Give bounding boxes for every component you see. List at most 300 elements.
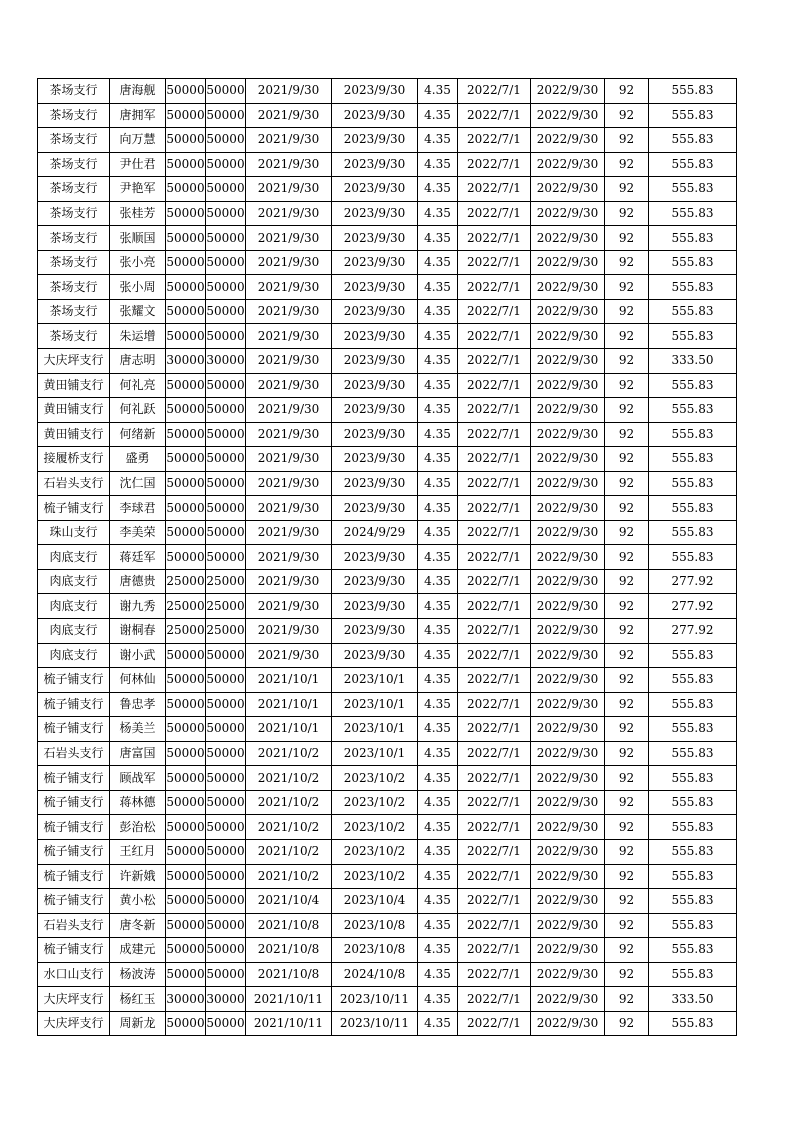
maturity-date-cell: 2023/10/8 [332, 913, 418, 938]
loan-amount-cell: 50000 [166, 324, 206, 349]
loan-amount-cell: 25000 [166, 569, 206, 594]
balance-cell: 50000 [206, 520, 246, 545]
maturity-date-cell: 2023/10/2 [332, 790, 418, 815]
interest-cell: 555.83 [649, 545, 737, 570]
branch-cell: 接履桥支行 [38, 447, 110, 472]
borrower-name-cell: 张小周 [110, 275, 166, 300]
period-start-cell: 2022/7/1 [458, 373, 531, 398]
loan-amount-cell: 50000 [166, 496, 206, 521]
rate-cell: 4.35 [418, 103, 458, 128]
maturity-date-cell: 2023/9/30 [332, 422, 418, 447]
start-date-cell: 2021/10/2 [246, 790, 332, 815]
maturity-date-cell: 2023/10/2 [332, 864, 418, 889]
balance-cell: 30000 [206, 987, 246, 1012]
period-start-cell: 2022/7/1 [458, 349, 531, 374]
loan-amount-cell: 25000 [166, 594, 206, 619]
period-start-cell: 2022/7/1 [458, 790, 531, 815]
loan-amount-cell: 50000 [166, 275, 206, 300]
period-end-cell: 2022/9/30 [531, 299, 605, 324]
interest-cell: 555.83 [649, 79, 737, 104]
interest-cell: 555.83 [649, 741, 737, 766]
borrower-name-cell: 唐志明 [110, 349, 166, 374]
days-cell: 92 [605, 1011, 649, 1036]
balance-cell: 50000 [206, 422, 246, 447]
maturity-date-cell: 2023/9/30 [332, 373, 418, 398]
start-date-cell: 2021/9/30 [246, 128, 332, 153]
maturity-date-cell: 2023/9/30 [332, 619, 418, 644]
rate-cell: 4.35 [418, 1011, 458, 1036]
interest-cell: 555.83 [649, 275, 737, 300]
start-date-cell: 2021/9/30 [246, 152, 332, 177]
start-date-cell: 2021/9/30 [246, 349, 332, 374]
loan-amount-cell: 50000 [166, 962, 206, 987]
start-date-cell: 2021/9/30 [246, 496, 332, 521]
rate-cell: 4.35 [418, 545, 458, 570]
branch-cell: 黄田铺支行 [38, 373, 110, 398]
borrower-name-cell: 周新龙 [110, 1011, 166, 1036]
table-row [38, 766, 737, 791]
interest-cell: 555.83 [649, 790, 737, 815]
branch-cell: 茶场支行 [38, 250, 110, 275]
period-end-cell: 2022/9/30 [531, 987, 605, 1012]
rate-cell: 4.35 [418, 864, 458, 889]
balance-cell: 50000 [206, 668, 246, 693]
balance-cell: 50000 [206, 324, 246, 349]
period-start-cell: 2022/7/1 [458, 79, 531, 104]
table-row [38, 250, 737, 275]
borrower-name-cell: 杨波涛 [110, 962, 166, 987]
loan-amount-cell: 50000 [166, 250, 206, 275]
table-row [38, 668, 737, 693]
balance-cell: 50000 [206, 177, 246, 202]
loan-amount-cell: 50000 [166, 226, 206, 251]
period-end-cell: 2022/9/30 [531, 152, 605, 177]
maturity-date-cell: 2023/9/30 [332, 496, 418, 521]
period-end-cell: 2022/9/30 [531, 545, 605, 570]
table-row [38, 349, 737, 374]
table-row [38, 643, 737, 668]
loan-amount-cell: 50000 [166, 471, 206, 496]
period-start-cell: 2022/7/1 [458, 275, 531, 300]
borrower-name-cell: 王红月 [110, 839, 166, 864]
days-cell: 92 [605, 422, 649, 447]
balance-cell: 50000 [206, 299, 246, 324]
rate-cell: 4.35 [418, 889, 458, 914]
period-end-cell: 2022/9/30 [531, 324, 605, 349]
period-start-cell: 2022/7/1 [458, 741, 531, 766]
days-cell: 92 [605, 79, 649, 104]
table-row [38, 790, 737, 815]
days-cell: 92 [605, 373, 649, 398]
interest-cell: 555.83 [649, 152, 737, 177]
branch-cell: 大庆坪支行 [38, 1011, 110, 1036]
branch-cell: 石岩头支行 [38, 741, 110, 766]
balance-cell: 50000 [206, 152, 246, 177]
balance-cell: 50000 [206, 643, 246, 668]
rate-cell: 4.35 [418, 398, 458, 423]
table-row [38, 619, 737, 644]
borrower-name-cell: 李美荣 [110, 520, 166, 545]
loan-amount-cell: 50000 [166, 938, 206, 963]
rate-cell: 4.35 [418, 349, 458, 374]
branch-cell: 石岩头支行 [38, 471, 110, 496]
table-row [38, 569, 737, 594]
period-end-cell: 2022/9/30 [531, 643, 605, 668]
branch-cell: 梳子铺支行 [38, 864, 110, 889]
table-row [38, 717, 737, 742]
rate-cell: 4.35 [418, 692, 458, 717]
interest-cell: 555.83 [649, 766, 737, 791]
interest-cell: 555.83 [649, 373, 737, 398]
borrower-name-cell: 尹仕君 [110, 152, 166, 177]
days-cell: 92 [605, 128, 649, 153]
balance-cell: 30000 [206, 349, 246, 374]
balance-cell: 25000 [206, 594, 246, 619]
table-row [38, 103, 737, 128]
table-row [38, 741, 737, 766]
table-row [38, 324, 737, 349]
period-start-cell: 2022/7/1 [458, 103, 531, 128]
balance-cell: 50000 [206, 275, 246, 300]
period-start-cell: 2022/7/1 [458, 152, 531, 177]
period-end-cell: 2022/9/30 [531, 913, 605, 938]
borrower-name-cell: 谢九秀 [110, 594, 166, 619]
days-cell: 92 [605, 692, 649, 717]
loan-amount-cell: 50000 [166, 839, 206, 864]
borrower-name-cell: 顾战军 [110, 766, 166, 791]
period-start-cell: 2022/7/1 [458, 766, 531, 791]
table-row [38, 177, 737, 202]
start-date-cell: 2021/9/30 [246, 103, 332, 128]
table-row [38, 1011, 737, 1036]
table-row [38, 864, 737, 889]
period-start-cell: 2022/7/1 [458, 987, 531, 1012]
days-cell: 92 [605, 594, 649, 619]
period-end-cell: 2022/9/30 [531, 275, 605, 300]
rate-cell: 4.35 [418, 569, 458, 594]
loan-amount-cell: 50000 [166, 422, 206, 447]
borrower-name-cell: 何礼亮 [110, 373, 166, 398]
start-date-cell: 2021/9/30 [246, 619, 332, 644]
start-date-cell: 2021/9/30 [246, 520, 332, 545]
branch-cell: 梳子铺支行 [38, 692, 110, 717]
borrower-name-cell: 唐冬新 [110, 913, 166, 938]
table-row [38, 594, 737, 619]
borrower-name-cell: 许新娥 [110, 864, 166, 889]
balance-cell: 50000 [206, 398, 246, 423]
borrower-name-cell: 朱运增 [110, 324, 166, 349]
interest-cell: 555.83 [649, 1011, 737, 1036]
maturity-date-cell: 2023/9/30 [332, 349, 418, 374]
start-date-cell: 2021/10/11 [246, 1011, 332, 1036]
borrower-name-cell: 唐德贵 [110, 569, 166, 594]
branch-cell: 茶场支行 [38, 275, 110, 300]
branch-cell: 茶场支行 [38, 128, 110, 153]
period-start-cell: 2022/7/1 [458, 692, 531, 717]
interest-cell: 555.83 [649, 938, 737, 963]
days-cell: 92 [605, 520, 649, 545]
branch-cell: 梳子铺支行 [38, 496, 110, 521]
table-row [38, 447, 737, 472]
table-body [38, 79, 737, 1036]
period-end-cell: 2022/9/30 [531, 398, 605, 423]
days-cell: 92 [605, 741, 649, 766]
start-date-cell: 2021/9/30 [246, 299, 332, 324]
table-row [38, 496, 737, 521]
borrower-name-cell: 谢桐春 [110, 619, 166, 644]
borrower-name-cell: 彭治松 [110, 815, 166, 840]
table-row [38, 275, 737, 300]
period-end-cell: 2022/9/30 [531, 717, 605, 742]
period-end-cell: 2022/9/30 [531, 569, 605, 594]
period-end-cell: 2022/9/30 [531, 79, 605, 104]
table-row [38, 913, 737, 938]
period-end-cell: 2022/9/30 [531, 201, 605, 226]
start-date-cell: 2021/9/30 [246, 177, 332, 202]
days-cell: 92 [605, 471, 649, 496]
days-cell: 92 [605, 569, 649, 594]
branch-cell: 茶场支行 [38, 226, 110, 251]
start-date-cell: 2021/9/30 [246, 569, 332, 594]
branch-cell: 梳子铺支行 [38, 815, 110, 840]
branch-cell: 梳子铺支行 [38, 889, 110, 914]
days-cell: 92 [605, 839, 649, 864]
balance-cell: 50000 [206, 79, 246, 104]
maturity-date-cell: 2023/10/2 [332, 839, 418, 864]
borrower-name-cell: 杨美兰 [110, 717, 166, 742]
interest-cell: 277.92 [649, 619, 737, 644]
period-end-cell: 2022/9/30 [531, 103, 605, 128]
start-date-cell: 2021/10/8 [246, 938, 332, 963]
maturity-date-cell: 2023/9/30 [332, 545, 418, 570]
borrower-name-cell: 蒋廷军 [110, 545, 166, 570]
branch-cell: 梳子铺支行 [38, 938, 110, 963]
days-cell: 92 [605, 815, 649, 840]
period-start-cell: 2022/7/1 [458, 250, 531, 275]
period-start-cell: 2022/7/1 [458, 177, 531, 202]
period-start-cell: 2022/7/1 [458, 422, 531, 447]
borrower-name-cell: 蒋林德 [110, 790, 166, 815]
rate-cell: 4.35 [418, 128, 458, 153]
balance-cell: 50000 [206, 790, 246, 815]
maturity-date-cell: 2023/10/1 [332, 692, 418, 717]
period-start-cell: 2022/7/1 [458, 1011, 531, 1036]
borrower-name-cell: 张顺国 [110, 226, 166, 251]
interest-cell: 555.83 [649, 839, 737, 864]
balance-cell: 50000 [206, 741, 246, 766]
balance-cell: 50000 [206, 471, 246, 496]
balance-cell: 25000 [206, 619, 246, 644]
table-row [38, 373, 737, 398]
rate-cell: 4.35 [418, 299, 458, 324]
balance-cell: 50000 [206, 938, 246, 963]
days-cell: 92 [605, 987, 649, 1012]
rate-cell: 4.35 [418, 373, 458, 398]
start-date-cell: 2021/10/11 [246, 987, 332, 1012]
start-date-cell: 2021/9/30 [246, 275, 332, 300]
borrower-name-cell: 张桂芳 [110, 201, 166, 226]
borrower-name-cell: 唐富国 [110, 741, 166, 766]
maturity-date-cell: 2023/9/30 [332, 275, 418, 300]
loan-amount-cell: 30000 [166, 349, 206, 374]
table-row [38, 815, 737, 840]
period-end-cell: 2022/9/30 [531, 447, 605, 472]
rate-cell: 4.35 [418, 201, 458, 226]
borrower-name-cell: 成建元 [110, 938, 166, 963]
maturity-date-cell: 2023/9/30 [332, 471, 418, 496]
period-end-cell: 2022/9/30 [531, 471, 605, 496]
interest-cell: 555.83 [649, 422, 737, 447]
table-row [38, 79, 737, 104]
interest-cell: 555.83 [649, 668, 737, 693]
interest-cell: 555.83 [649, 520, 737, 545]
maturity-date-cell: 2023/10/1 [332, 668, 418, 693]
balance-cell: 50000 [206, 766, 246, 791]
period-start-cell: 2022/7/1 [458, 815, 531, 840]
loan-amount-cell: 50000 [166, 447, 206, 472]
loan-amount-cell: 50000 [166, 741, 206, 766]
balance-cell: 50000 [206, 692, 246, 717]
loan-amount-cell: 50000 [166, 177, 206, 202]
period-end-cell: 2022/9/30 [531, 766, 605, 791]
start-date-cell: 2021/10/8 [246, 913, 332, 938]
period-start-cell: 2022/7/1 [458, 471, 531, 496]
maturity-date-cell: 2023/9/30 [332, 643, 418, 668]
period-end-cell: 2022/9/30 [531, 864, 605, 889]
interest-cell: 277.92 [649, 594, 737, 619]
days-cell: 92 [605, 496, 649, 521]
table-row [38, 471, 737, 496]
maturity-date-cell: 2023/10/1 [332, 741, 418, 766]
maturity-date-cell: 2024/9/29 [332, 520, 418, 545]
start-date-cell: 2021/10/1 [246, 668, 332, 693]
period-end-cell: 2022/9/30 [531, 520, 605, 545]
loan-amount-cell: 30000 [166, 987, 206, 1012]
borrower-name-cell: 向万慧 [110, 128, 166, 153]
borrower-name-cell: 何林仙 [110, 668, 166, 693]
rate-cell: 4.35 [418, 668, 458, 693]
maturity-date-cell: 2023/10/8 [332, 938, 418, 963]
rate-cell: 4.35 [418, 839, 458, 864]
balance-cell: 50000 [206, 496, 246, 521]
loan-amount-cell: 50000 [166, 79, 206, 104]
branch-cell: 梳子铺支行 [38, 766, 110, 791]
days-cell: 92 [605, 226, 649, 251]
period-end-cell: 2022/9/30 [531, 668, 605, 693]
period-end-cell: 2022/9/30 [531, 496, 605, 521]
start-date-cell: 2021/9/30 [246, 373, 332, 398]
loan-amount-cell: 50000 [166, 913, 206, 938]
start-date-cell: 2021/10/8 [246, 962, 332, 987]
loan-amount-cell: 50000 [166, 545, 206, 570]
rate-cell: 4.35 [418, 152, 458, 177]
rate-cell: 4.35 [418, 79, 458, 104]
loan-amount-cell: 50000 [166, 766, 206, 791]
days-cell: 92 [605, 864, 649, 889]
period-start-cell: 2022/7/1 [458, 594, 531, 619]
maturity-date-cell: 2023/10/11 [332, 987, 418, 1012]
branch-cell: 梳子铺支行 [38, 839, 110, 864]
period-end-cell: 2022/9/30 [531, 128, 605, 153]
period-end-cell: 2022/9/30 [531, 250, 605, 275]
loan-amount-cell: 50000 [166, 373, 206, 398]
rate-cell: 4.35 [418, 520, 458, 545]
rate-cell: 4.35 [418, 643, 458, 668]
maturity-date-cell: 2023/9/30 [332, 103, 418, 128]
balance-cell: 50000 [206, 545, 246, 570]
branch-cell: 肉底支行 [38, 545, 110, 570]
period-start-cell: 2022/7/1 [458, 619, 531, 644]
borrower-name-cell: 谢小武 [110, 643, 166, 668]
branch-cell: 茶场支行 [38, 177, 110, 202]
loan-amount-cell: 50000 [166, 103, 206, 128]
loan-amount-cell: 50000 [166, 717, 206, 742]
days-cell: 92 [605, 177, 649, 202]
branch-cell: 肉底支行 [38, 619, 110, 644]
period-start-cell: 2022/7/1 [458, 938, 531, 963]
rate-cell: 4.35 [418, 815, 458, 840]
days-cell: 92 [605, 619, 649, 644]
interest-cell: 555.83 [649, 815, 737, 840]
balance-cell: 25000 [206, 569, 246, 594]
maturity-date-cell: 2023/9/30 [332, 250, 418, 275]
branch-cell: 茶场支行 [38, 324, 110, 349]
balance-cell: 50000 [206, 201, 246, 226]
period-start-cell: 2022/7/1 [458, 839, 531, 864]
borrower-name-cell: 鲁忠孝 [110, 692, 166, 717]
maturity-date-cell: 2023/9/30 [332, 226, 418, 251]
borrower-name-cell: 唐海舰 [110, 79, 166, 104]
interest-cell: 555.83 [649, 226, 737, 251]
branch-cell: 黄田铺支行 [38, 422, 110, 447]
balance-cell: 50000 [206, 1011, 246, 1036]
loan-amount-cell: 50000 [166, 520, 206, 545]
period-end-cell: 2022/9/30 [531, 938, 605, 963]
interest-cell: 333.50 [649, 349, 737, 374]
start-date-cell: 2021/9/30 [246, 398, 332, 423]
loan-amount-cell: 50000 [166, 790, 206, 815]
branch-cell: 梳子铺支行 [38, 790, 110, 815]
loan-amount-cell: 50000 [166, 692, 206, 717]
days-cell: 92 [605, 938, 649, 963]
branch-cell: 大庆坪支行 [38, 987, 110, 1012]
rate-cell: 4.35 [418, 275, 458, 300]
loan-amount-cell: 50000 [166, 668, 206, 693]
branch-cell: 茶场支行 [38, 152, 110, 177]
loan-amount-cell: 50000 [166, 1011, 206, 1036]
maturity-date-cell: 2023/9/30 [332, 569, 418, 594]
period-start-cell: 2022/7/1 [458, 545, 531, 570]
days-cell: 92 [605, 324, 649, 349]
period-start-cell: 2022/7/1 [458, 864, 531, 889]
maturity-date-cell: 2023/9/30 [332, 152, 418, 177]
period-start-cell: 2022/7/1 [458, 324, 531, 349]
start-date-cell: 2021/9/30 [246, 201, 332, 226]
maturity-date-cell: 2023/10/4 [332, 889, 418, 914]
period-start-cell: 2022/7/1 [458, 569, 531, 594]
rate-cell: 4.35 [418, 962, 458, 987]
rate-cell: 4.35 [418, 619, 458, 644]
branch-cell: 茶场支行 [38, 299, 110, 324]
interest-cell: 555.83 [649, 398, 737, 423]
start-date-cell: 2021/9/30 [246, 594, 332, 619]
start-date-cell: 2021/10/2 [246, 839, 332, 864]
rate-cell: 4.35 [418, 741, 458, 766]
start-date-cell: 2021/9/30 [246, 79, 332, 104]
interest-cell: 277.92 [649, 569, 737, 594]
borrower-name-cell: 何礼跃 [110, 398, 166, 423]
table-row [38, 889, 737, 914]
